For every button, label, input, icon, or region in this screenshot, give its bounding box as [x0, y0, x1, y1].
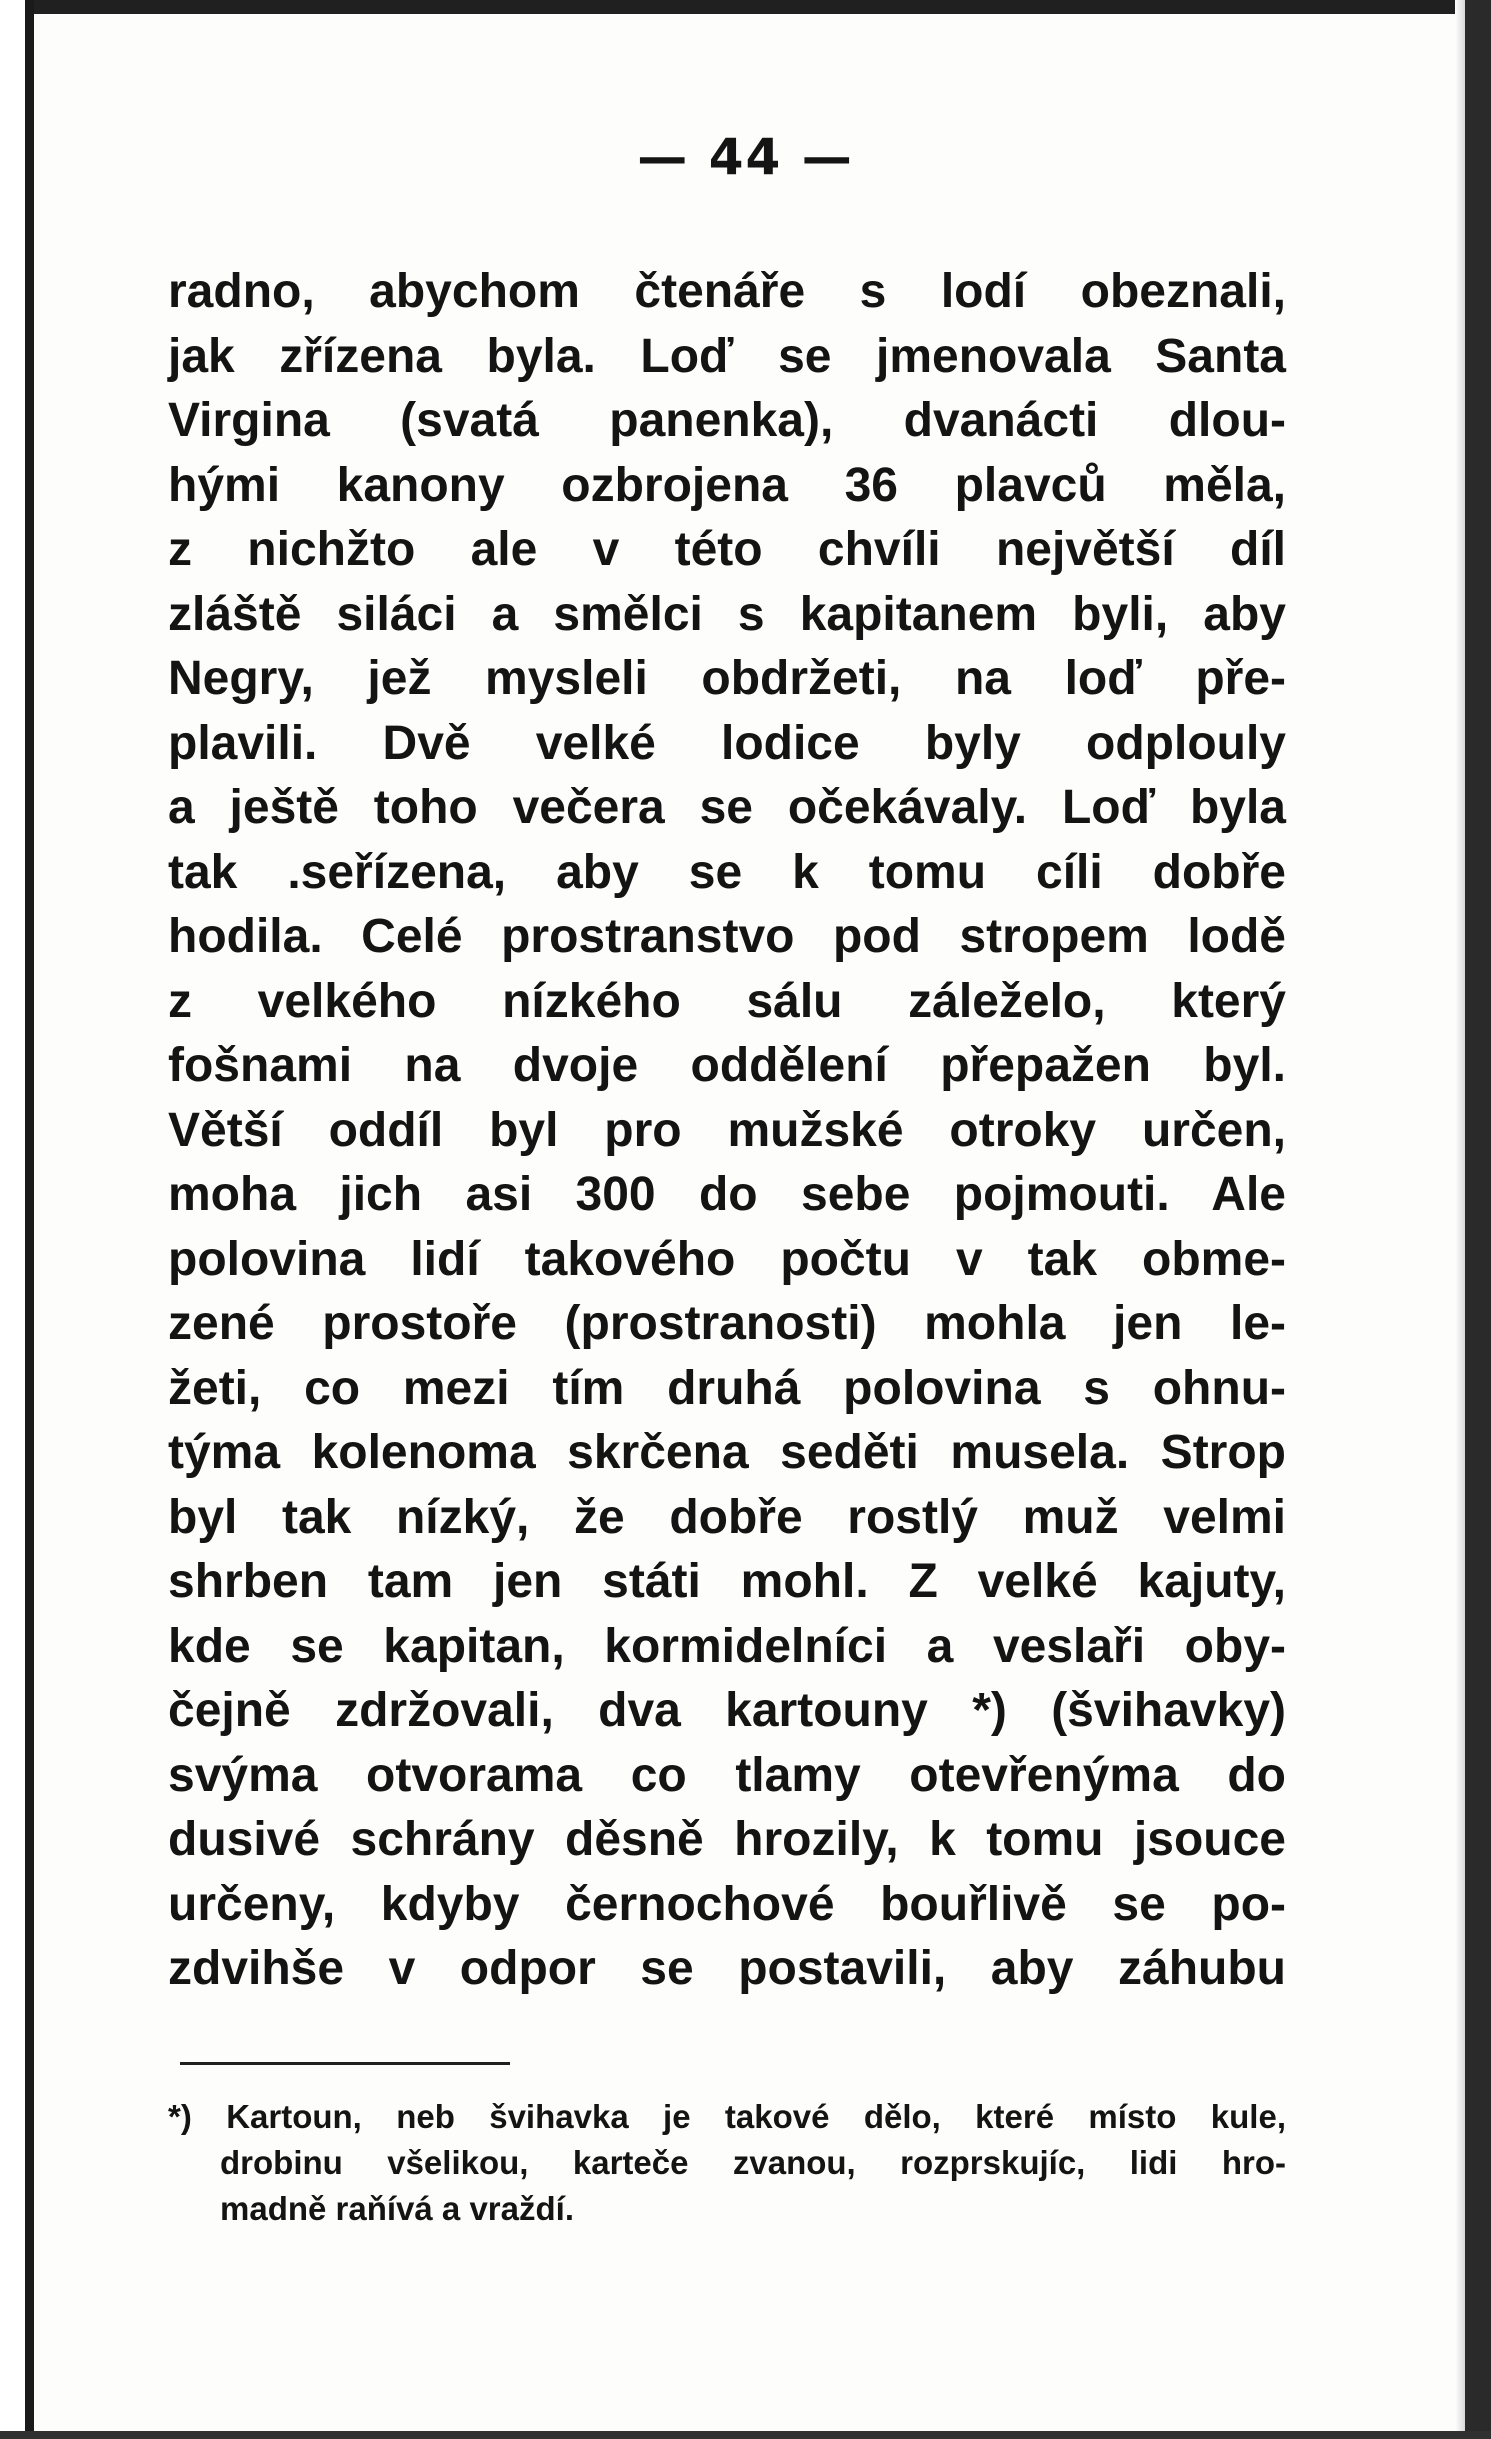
- text-line: Větší oddíl byl pro mužské otroky určen,: [168, 1103, 1286, 1157]
- text-line: polovina lidí takového počtu v tak obme-: [168, 1232, 1286, 1286]
- text-line: týma kolenoma skrčena seděti musela. Strop: [168, 1426, 1286, 1479]
- text-line: byl tak nízký, že dobře rostlý muž velmi: [168, 1490, 1286, 1544]
- text-line: určeny, kdyby černochové bouřlivě se po-: [168, 1877, 1286, 1931]
- page-number: — 44 —: [637, 128, 854, 186]
- text-line: Virgina (svatá panenka), dvanácti dlou-: [168, 394, 1286, 447]
- footnote-rule: [180, 2062, 510, 2065]
- footnote-line: *) Kartoun, neb švihavka je takové dělo, které místo kule,: [168, 2098, 1286, 2135]
- text-line: zdvihše v odpor se postavili, aby záhubu: [168, 1942, 1286, 1995]
- text-line: kde se kapitan, kormidelníci a veslaři oby-: [168, 1619, 1286, 1673]
- text-line: svýma otvorama co tlamy otevřenýma do: [168, 1748, 1286, 1802]
- text-line: hodila. Celé prostranstvo pod stropem lodě: [168, 910, 1286, 963]
- text-line: zené prostoře (prostranosti) mohla jen le-: [168, 1297, 1286, 1350]
- text-line: Negry, jež mysleli obdržeti, na loď pře-: [168, 652, 1286, 705]
- text-line: zláště siláci a smělci s kapitanem byli, aby: [168, 587, 1286, 641]
- text-line: jak zřízena byla. Loď se jmenovala Santa: [168, 329, 1286, 383]
- footnote-line: madně raňívá a vraždí.: [220, 2190, 574, 2227]
- text-line: žeti, co mezi tím druhá polovina s ohnu-: [168, 1361, 1286, 1415]
- text-line: a ještě toho večera se očekávaly. Loď byla: [168, 781, 1286, 834]
- text-line: moha jich asi 300 do sebe pojmouti. Ale: [168, 1168, 1286, 1221]
- footnote: [168, 2094, 1286, 2232]
- text-line: čejně zdržovali, dva kartouny *) (švihavky): [168, 1684, 1286, 1737]
- text-line: z nichžto ale v této chvíli největší díl: [168, 523, 1286, 576]
- page-edge-left: [0, 0, 34, 2439]
- text-line: fošnami na dvoje oddělení přepažen byl.: [168, 1039, 1286, 1092]
- text-line: plavili. Dvě velké lodice byly odplouly: [168, 716, 1286, 770]
- text-line: hými kanony ozbrojena 36 plavců měla,: [168, 458, 1286, 512]
- page-edge-right: [1465, 0, 1491, 2439]
- text-line: z velkého nízkého sálu záleželo, který: [168, 974, 1286, 1028]
- page-edge-bottom: [0, 2431, 1491, 2439]
- text-line: dusivé schrány děsně hrozily, k tomu jsouce: [168, 1813, 1286, 1866]
- footnote-line: drobinu všelikou, karteče zvanou, rozprskujíc, lidi hro-: [220, 2144, 1286, 2181]
- text-line: radno, abychom čtenáře s lodí obeznali,: [168, 265, 1286, 318]
- text-line: shrben tam jen státi mohl. Z velké kajuty,: [168, 1555, 1286, 1608]
- text-line: tak .seřízena, aby se k tomu cíli dobře: [168, 845, 1286, 899]
- page-edge-top: [0, 0, 1491, 14]
- body-text: [168, 260, 1286, 2002]
- page-edge-shadow: [1455, 0, 1465, 2439]
